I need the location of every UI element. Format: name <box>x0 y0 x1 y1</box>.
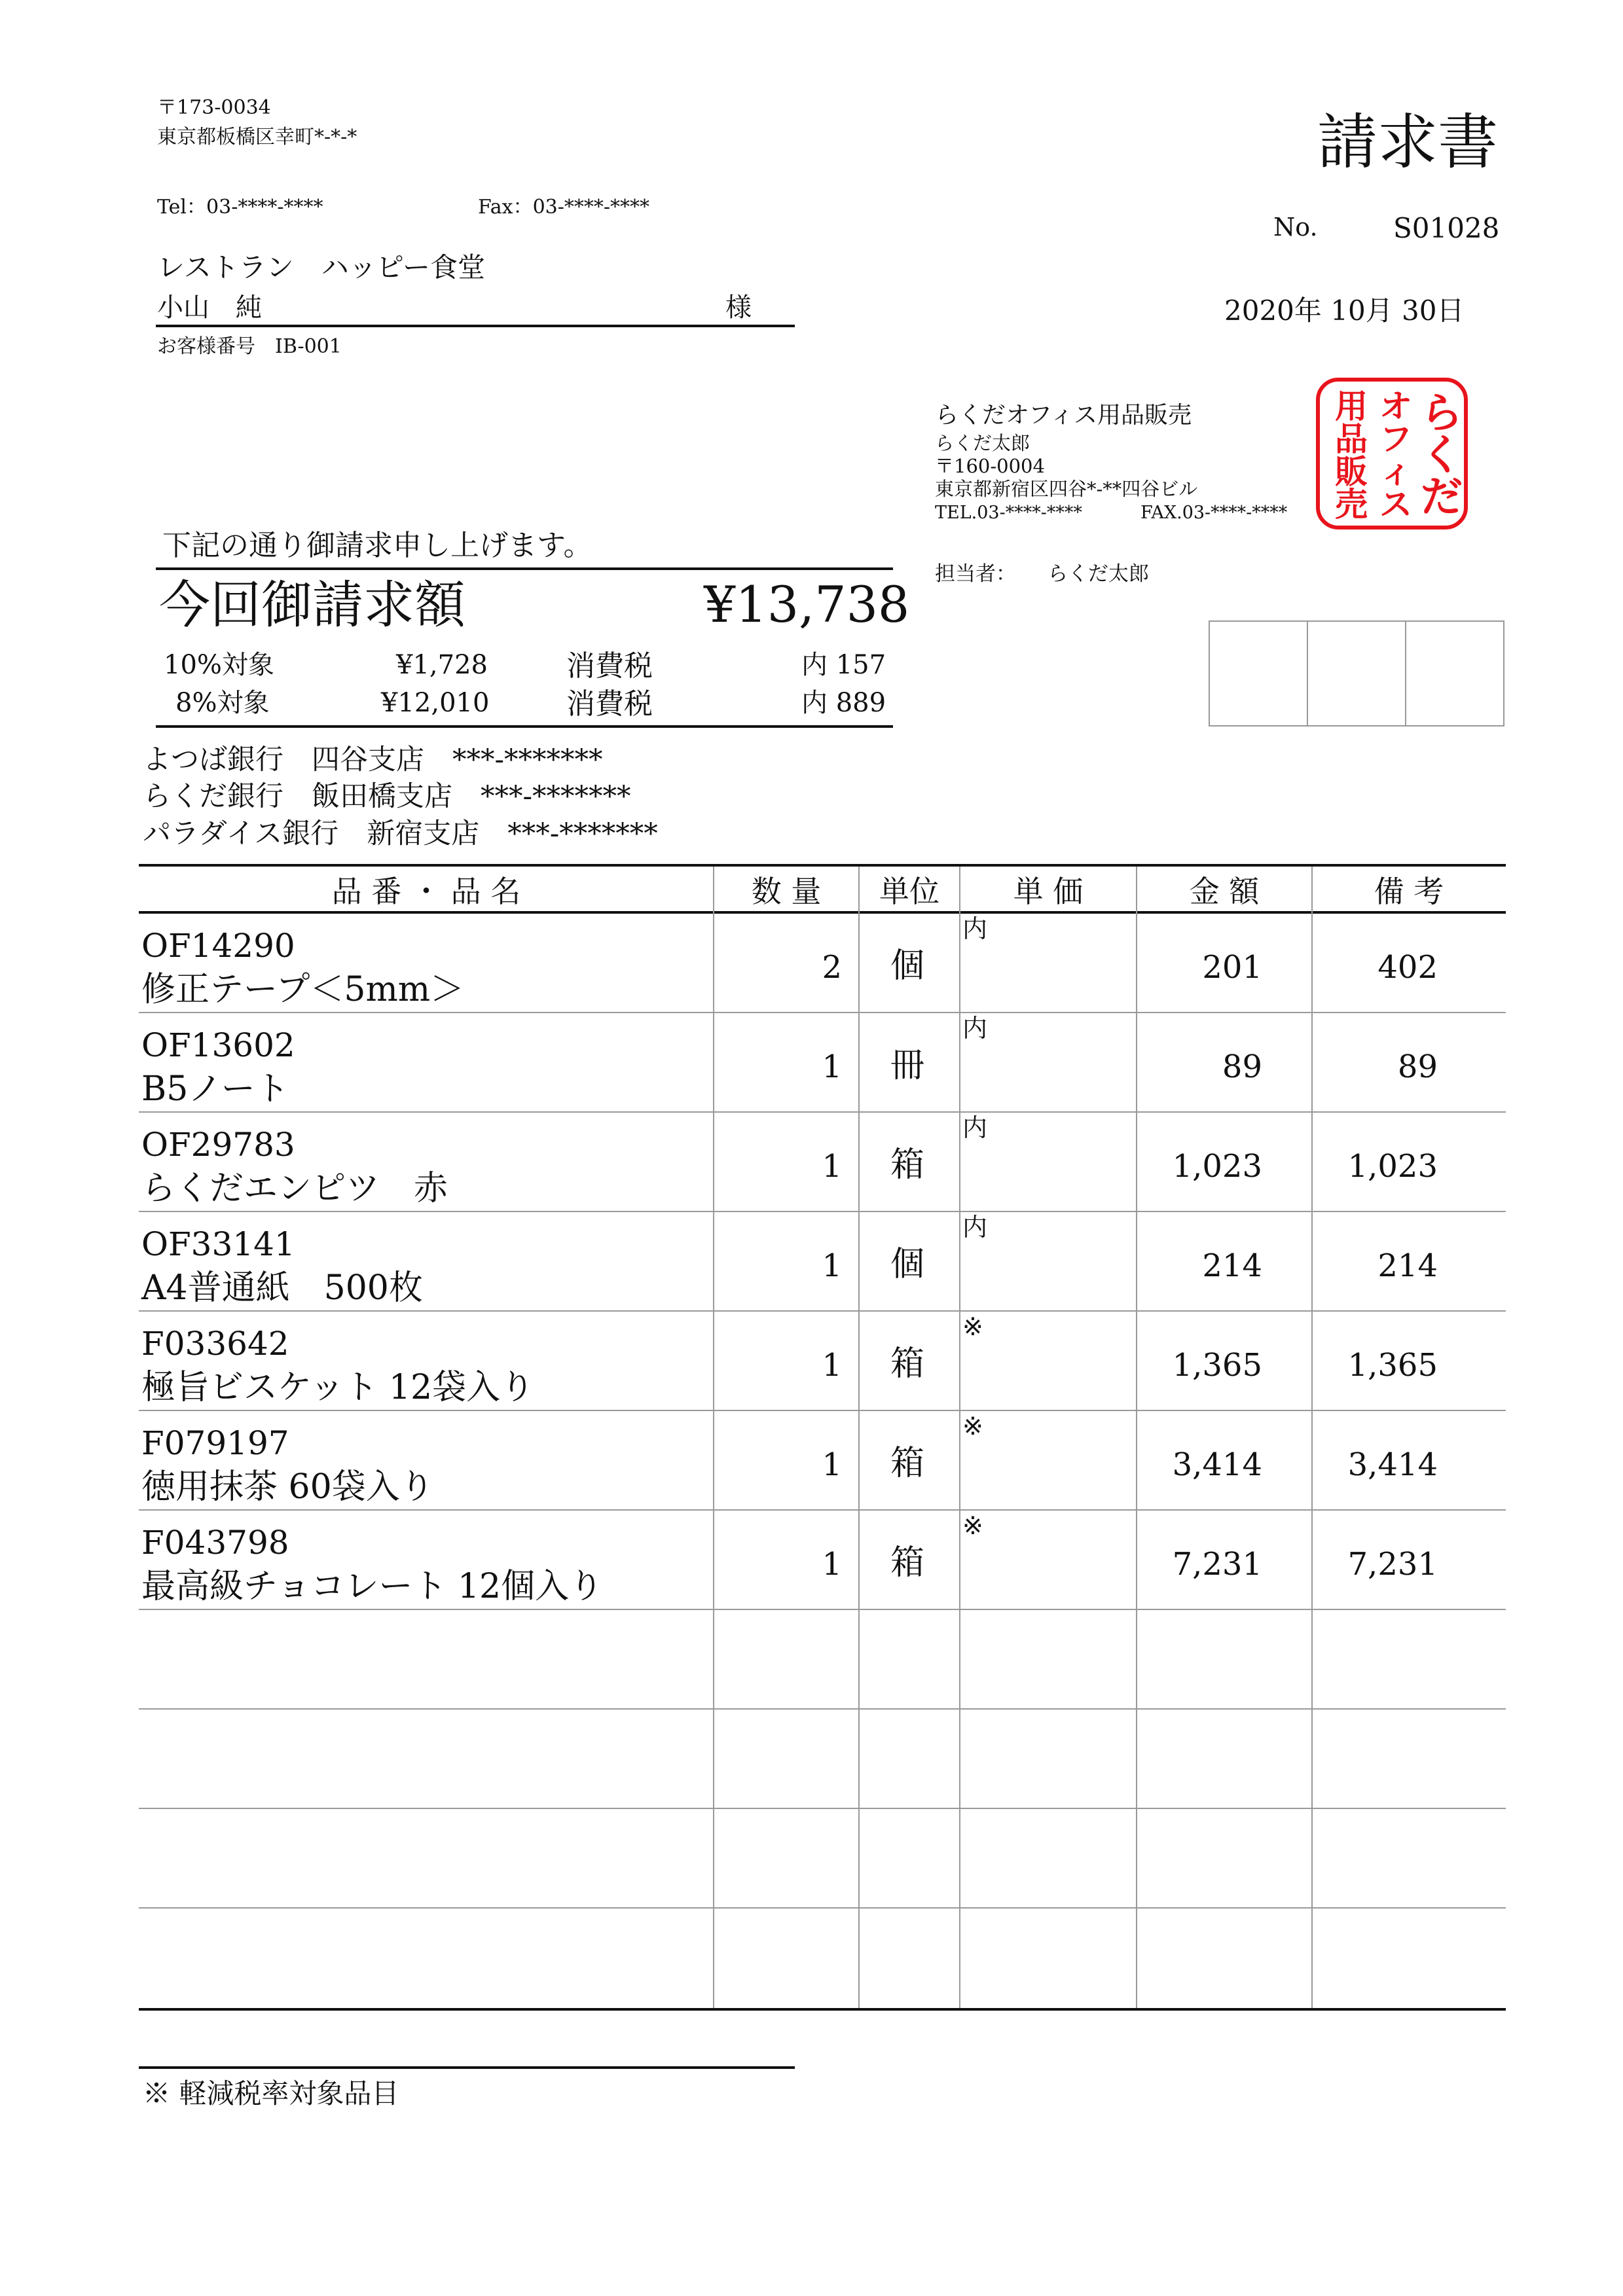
summary-top-line <box>156 567 893 570</box>
staff-name: らくだ太郎 <box>1048 562 1149 586</box>
customer-honorific: 様 <box>725 293 752 323</box>
table-row <box>139 1212 1506 1312</box>
table-top-line <box>139 864 1506 867</box>
stamp-column-1: ら く だ <box>1421 389 1463 522</box>
item-code: OF33141 <box>141 1225 295 1263</box>
item-name: らくだエンピツ 赤 <box>141 1169 448 1208</box>
item-amount: 1,023 <box>1347 1148 1438 1185</box>
item-unit: 箱 <box>890 1444 925 1483</box>
item-code: F043798 <box>141 1524 289 1562</box>
header-qty: 数 量 <box>751 874 822 909</box>
tax-amount-10: 内 157 <box>801 650 886 680</box>
table-row <box>139 1511 1506 1610</box>
table-row <box>139 1013 1506 1113</box>
item-code: F033642 <box>141 1325 289 1363</box>
summary-label: 今回御請求額 <box>159 576 466 635</box>
table-row <box>139 1411 1506 1511</box>
company-seal-stamp <box>1316 378 1468 529</box>
item-qty: 1 <box>822 1546 842 1583</box>
item-tax-mark: 内 <box>962 1014 988 1043</box>
item-tax-mark: 内 <box>962 914 988 943</box>
table-row <box>139 1909 1506 2008</box>
item-price: 201 <box>1202 949 1262 986</box>
summary-amount: ¥13,738 <box>704 575 910 634</box>
sender-address: 東京都板橋区幸町*-*-* <box>157 126 357 149</box>
customer-company: レストラン ハッピー食堂 <box>157 251 486 283</box>
document-no-value: S01028 <box>1393 212 1500 244</box>
header-price: 単 価 <box>1013 874 1084 909</box>
item-unit: 箱 <box>890 1543 925 1583</box>
item-unit: 箱 <box>890 1145 925 1185</box>
approval-box-2 <box>1307 620 1406 726</box>
approval-box-1 <box>1209 620 1308 726</box>
table-row <box>139 1809 1506 1909</box>
document-no-label: No. <box>1273 213 1318 242</box>
sender-fax: Fax：03-****-**** <box>478 196 650 219</box>
issuer-address: 東京都新宿区四谷*-**四谷ビル <box>935 478 1198 500</box>
item-tax-mark: ※ <box>962 1412 983 1441</box>
item-code: OF14290 <box>141 927 295 965</box>
item-amount: 89 <box>1397 1049 1438 1085</box>
sender-postal: 〒173-0034 <box>157 96 271 119</box>
stamp-column-3: 用 品 販 売 <box>1335 387 1368 524</box>
footnote-line <box>139 2066 795 2069</box>
item-amount: 1,365 <box>1347 1347 1438 1384</box>
footnote: ※ 軽減税率対象品目 <box>143 2077 399 2109</box>
item-code: OF29783 <box>141 1126 295 1164</box>
tax-subtotal-10: ¥1,728 <box>396 650 488 680</box>
bank-line-2: らくだ銀行 飯田橋支店 ***-******* <box>143 780 631 813</box>
item-tax-mark: ※ <box>962 1511 983 1540</box>
item-name: 徳用抹茶 60袋入り <box>141 1467 434 1507</box>
header-notes: 備 考 <box>1374 874 1444 909</box>
tax-rate-8: 8%対象 <box>175 688 270 718</box>
bank-line-1: よつば銀行 四谷支店 ***-******* <box>143 744 603 776</box>
item-name: B5ノート <box>141 1069 289 1109</box>
item-amount: 214 <box>1377 1247 1438 1284</box>
item-name: 修正テープ＜5mm＞ <box>141 970 465 1009</box>
bank-line-3: パラダイス銀行 新宿支店 ***-******* <box>143 817 658 850</box>
approval-box-3 <box>1405 620 1504 726</box>
sender-tel: Tel：03-****-**** <box>157 196 323 219</box>
issuer-postal: 〒160-0004 <box>935 455 1045 477</box>
summary-bottom-line <box>156 725 893 728</box>
staff-label: 担当者： <box>935 562 1016 586</box>
item-amount: 402 <box>1377 949 1438 986</box>
item-name: 最高級チョコレート 12個入り <box>141 1567 604 1606</box>
item-code: OF13602 <box>141 1026 295 1064</box>
customer-underline <box>156 325 795 327</box>
issuer-company: らくだオフィス用品販売 <box>935 402 1192 429</box>
item-amount: 7,231 <box>1347 1546 1438 1583</box>
item-qty: 1 <box>822 1148 842 1185</box>
header-amount: 金 額 <box>1189 874 1260 909</box>
table-row <box>139 1610 1506 1710</box>
table-row <box>139 1312 1506 1411</box>
item-qty: 2 <box>822 949 842 986</box>
item-unit: 個 <box>890 1245 925 1284</box>
item-price: 3,414 <box>1172 1446 1262 1483</box>
document-title: 請求書 <box>1317 107 1499 177</box>
item-tax-mark: 内 <box>962 1113 988 1142</box>
summary-intro: 下記の通り御請求申し上げます。 <box>162 529 593 562</box>
item-qty: 1 <box>822 1049 842 1085</box>
item-unit: 箱 <box>890 1344 925 1384</box>
item-price: 1,365 <box>1172 1347 1262 1384</box>
tax-label-8: 消費税 <box>566 687 653 721</box>
item-unit: 個 <box>890 946 925 986</box>
customer-number: お客様番号 IB-001 <box>157 335 342 358</box>
item-qty: 1 <box>822 1347 842 1384</box>
table-row <box>139 914 1506 1013</box>
item-qty: 1 <box>822 1247 842 1284</box>
item-tax-mark: 内 <box>962 1213 988 1242</box>
item-qty: 1 <box>822 1446 842 1483</box>
tax-subtotal-8: ¥12,010 <box>381 688 490 718</box>
tax-rate-10: 10%対象 <box>164 650 274 680</box>
tax-amount-8: 内 889 <box>801 688 886 718</box>
header-unit: 単位 <box>879 874 939 909</box>
item-price: 1,023 <box>1172 1148 1262 1185</box>
item-price: 89 <box>1222 1049 1262 1085</box>
item-amount: 3,414 <box>1347 1446 1438 1483</box>
table-bottom-line <box>139 2008 1506 2011</box>
issuer-person: らくだ太郎 <box>935 432 1030 454</box>
header-item: 品 番 ・ 品 名 <box>331 874 521 909</box>
document-date: 2020年 10月 30日 <box>1224 295 1465 327</box>
item-tax-mark: ※ <box>962 1312 983 1341</box>
customer-person: 小山 純 <box>157 293 262 323</box>
item-code: F079197 <box>141 1424 289 1462</box>
issuer-fax: FAX.03-****-**** <box>1140 503 1288 523</box>
item-price: 214 <box>1202 1247 1262 1284</box>
tax-label-10: 消費税 <box>566 649 653 683</box>
item-unit: 冊 <box>890 1046 925 1085</box>
item-price: 7,231 <box>1172 1546 1262 1583</box>
table-row <box>139 1113 1506 1212</box>
issuer-tel: TEL.03-****-**** <box>935 503 1082 523</box>
stamp-column-2: オ フ ィ ス <box>1379 387 1412 524</box>
table-row <box>139 1710 1506 1809</box>
item-name: A4普通紙 500枚 <box>141 1268 423 1308</box>
item-name: 極旨ビスケット 12袋入り <box>141 1368 535 1407</box>
